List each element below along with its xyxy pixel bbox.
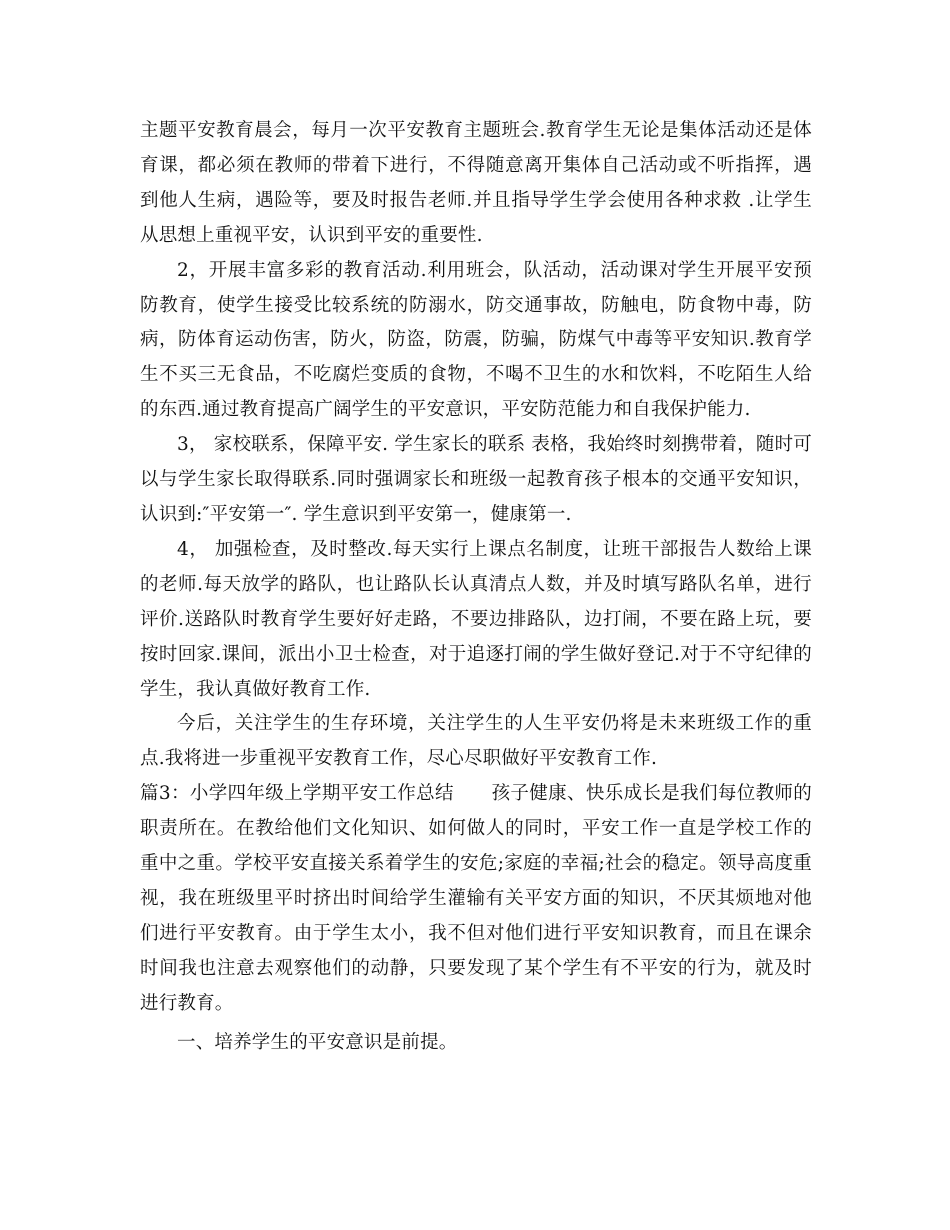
section-heading-safety-awareness: 一、培养学生的平安意识是前提。 <box>177 1031 458 1053</box>
paragraph-home-school-contact: 3， 家校联系，保障平安. 学生家长的联系 表格，我始终时刻携带着，随时可以与学生家长取得联系.同时强调家长和班级一起教育孩子根本的交通平安知识，认识到:″平安第一″. 学生意识到平安第一，健康第一. <box>140 434 812 525</box>
paragraph-future-plan: 今后，关注学生的生存环境，关注学生的人生平安仍将是未来班级工作的重点.我将进一步重视平安教育工作，尽心尽职做好平安教育工作. <box>140 713 812 770</box>
document-body <box>140 114 812 1060</box>
paragraph-education-activities: 2，开展丰富多彩的教育活动.利用班会，队活动，活动课对学生开展平安预防教育，使学生接受比较系统的防溺水，防交通事故，防触电，防食物中毒，防病，防体育运动伤害，防火，防盗，防震，防骗，防煤气中毒等平安知识.教育学生不买三无食品，不吃腐烂变质的食物，不喝不卫生的水和饮料，不吃陌生人给的东西.通过教育提高广阔学生的平安意识，平安防范能力和自我保护能力. <box>140 259 812 421</box>
paragraph-section-3-summary: 篇3：小学四年级上学期平安工作总结 孩子健康、快乐成长是我们每位教师的职责所在。在教给他们文化知识、如何做人的同时，平安工作一直是学校工作的重中之重。学校平安直接关系着学生的安危;家庭的幸福;社会的稳定。领导高度重视，我在班级里平时挤出时间给学生灌输有关平安方面的知识，不厌其烦地对他们进行平安教育。由于学生太小，我不但对他们进行平安知识教育，而且在课余时间我也注意去观察他们的动静，只要发现了某个学生有不平安的行为，就及时进行教育。 <box>140 783 812 1014</box>
paragraph-inspection-rectification: 4， 加强检查，及时整改.每天实行上课点名制度，让班干部报告人数给上课的老师.每天放学的路队，也让路队长认真清点人数，并及时填写路队名单，进行评价.送路队时教育学生要好好走路，不要边排路队，边打闹，不要在路上玩，要按时回家.课间，派出小卫士检查，对于追逐打闹的学生做好登记.对于不守纪律的学生，我认真做好教育工作. <box>140 538 812 700</box>
paragraph-safety-awareness: 主题平安教育晨会，每月一次平安教育主题班会.教育学生无论是集体活动还是体育课，都必须在教师的带着下进行，不得随意离开集体自己活动或不听指挥，遇到他人生病，遇险等，要及时报告老师.并且指导学生学会使用各种求救 .让学生从思想上重视平安，认识到平安的重要性. <box>140 120 812 246</box>
